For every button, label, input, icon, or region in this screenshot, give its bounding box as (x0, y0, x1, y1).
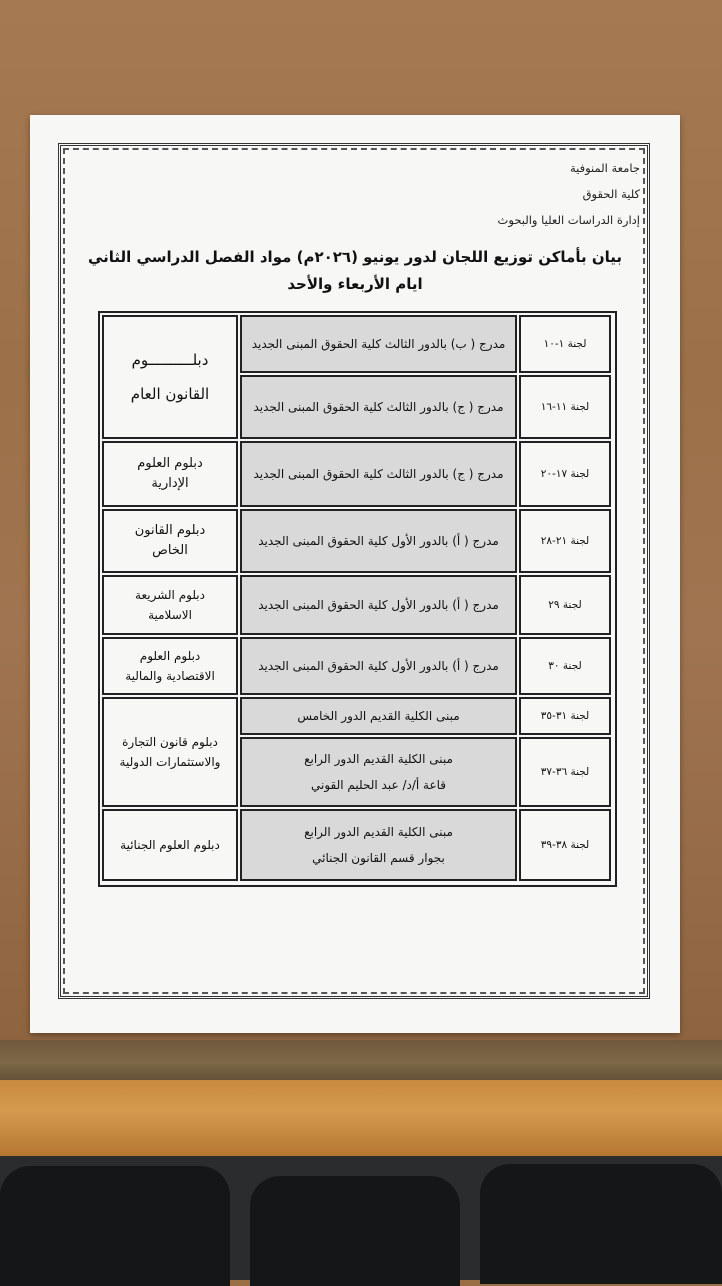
shoe-left (0, 1166, 230, 1286)
diploma-cell (102, 441, 238, 507)
committee-cell: لجنة ٢١-٢٨ (519, 509, 611, 573)
diploma-cell (102, 697, 238, 807)
shoe-middle (250, 1176, 460, 1286)
title-line-2: ايام الأربعاء والأحد (287, 275, 423, 293)
place-line-2: بجوار قسم القانون الجنائي (312, 851, 445, 865)
diploma-line-1: دبلوم القانون (134, 523, 206, 538)
diploma-line-2: والاستثمارات الدولية (119, 755, 221, 769)
diploma-cell (102, 509, 238, 573)
committee-cell: لجنة ٣٠ (519, 637, 611, 695)
letterhead (498, 155, 640, 233)
diploma-line-1: دبلــــــــــوم (131, 351, 209, 369)
place-cell: مدرج ( ب) بالدور الثالث كلية الحقوق المبنى الجديد (240, 315, 517, 373)
shoe-right (480, 1164, 722, 1284)
diploma-line-1: دبلوم العلوم (139, 649, 201, 663)
place-cell: مدرج ( أ) بالدور الأول كلية الحقوق المبنى الجديد (240, 509, 517, 573)
place-cell: مدرج ( أ) بالدور الأول كلية الحقوق المبنى الجديد (240, 637, 517, 695)
place-cell (240, 809, 517, 881)
diploma-line-1: دبلوم الشريعة (135, 588, 205, 602)
committee-cell: لجنة ٢٩ (519, 575, 611, 635)
diploma-line-1: دبلوم قانون التجارة (122, 735, 218, 749)
committee-cell: لجنة ٣١-٣٥ (519, 697, 611, 735)
place-cell: مدرج ( ج) بالدور الثالث كلية الحقوق المبنى الجديد (240, 441, 517, 507)
committees-table (98, 311, 617, 887)
diploma-line-2: القانون العام (130, 385, 210, 403)
place-line-2: قاعة أ/د/ عبد الحليم القوني (311, 778, 447, 792)
committee-cell: لجنة ١١-١٦ (519, 375, 611, 439)
committee-cell: لجنة ٣٦-٣٧ (519, 737, 611, 807)
floor (0, 1156, 722, 1280)
diploma-line-2: الإدارية (151, 476, 189, 491)
committee-cell: لجنة ١٧-٢٠ (519, 441, 611, 507)
department-name: إدارة الدراسات العليا والبحوث (497, 213, 640, 227)
diploma-line-1: دبلوم العلوم (137, 456, 203, 471)
table-edge (0, 1080, 722, 1158)
place-cell (240, 737, 517, 807)
diploma-line-2: الاسلامية (148, 608, 192, 622)
page-title (70, 243, 640, 297)
place-line-1: مبنى الكلية القديم الدور الرابع (304, 825, 453, 839)
place-cell: مدرج ( ج) بالدور الثالث كلية الحقوق المبنى الجديد (240, 375, 517, 439)
place-cell: مبنى الكلية القديم الدور الخامس (240, 697, 517, 735)
place-cell: مدرج ( أ) بالدور الأول كلية الحقوق المبنى الجديد (240, 575, 517, 635)
place-line-1: مبنى الكلية القديم الدور الرابع (304, 752, 453, 766)
notice-paper (30, 115, 680, 1033)
committee-cell: لجنة ٣٨-٣٩ (519, 809, 611, 881)
university-name: جامعة المنوفية (569, 161, 640, 175)
diploma-cell (102, 575, 238, 635)
title-line-1: بيان بأماكن توزيع اللجان لدور يونيو (٢٠٢٦م) مواد الفصل الدراسي الثاني (87, 248, 623, 266)
diploma-cell: دبلوم العلوم الجنائية (102, 809, 238, 881)
diploma-cell (102, 315, 238, 439)
diploma-cell (102, 637, 238, 695)
committee-cell: لجنة ١-١٠ (519, 315, 611, 373)
faculty-name: كلية الحقوق (582, 187, 640, 201)
diploma-line-2: الخاص (152, 543, 188, 558)
diploma-line-2: الاقتصادية والمالية (125, 669, 215, 683)
table-ledge (0, 1040, 722, 1085)
